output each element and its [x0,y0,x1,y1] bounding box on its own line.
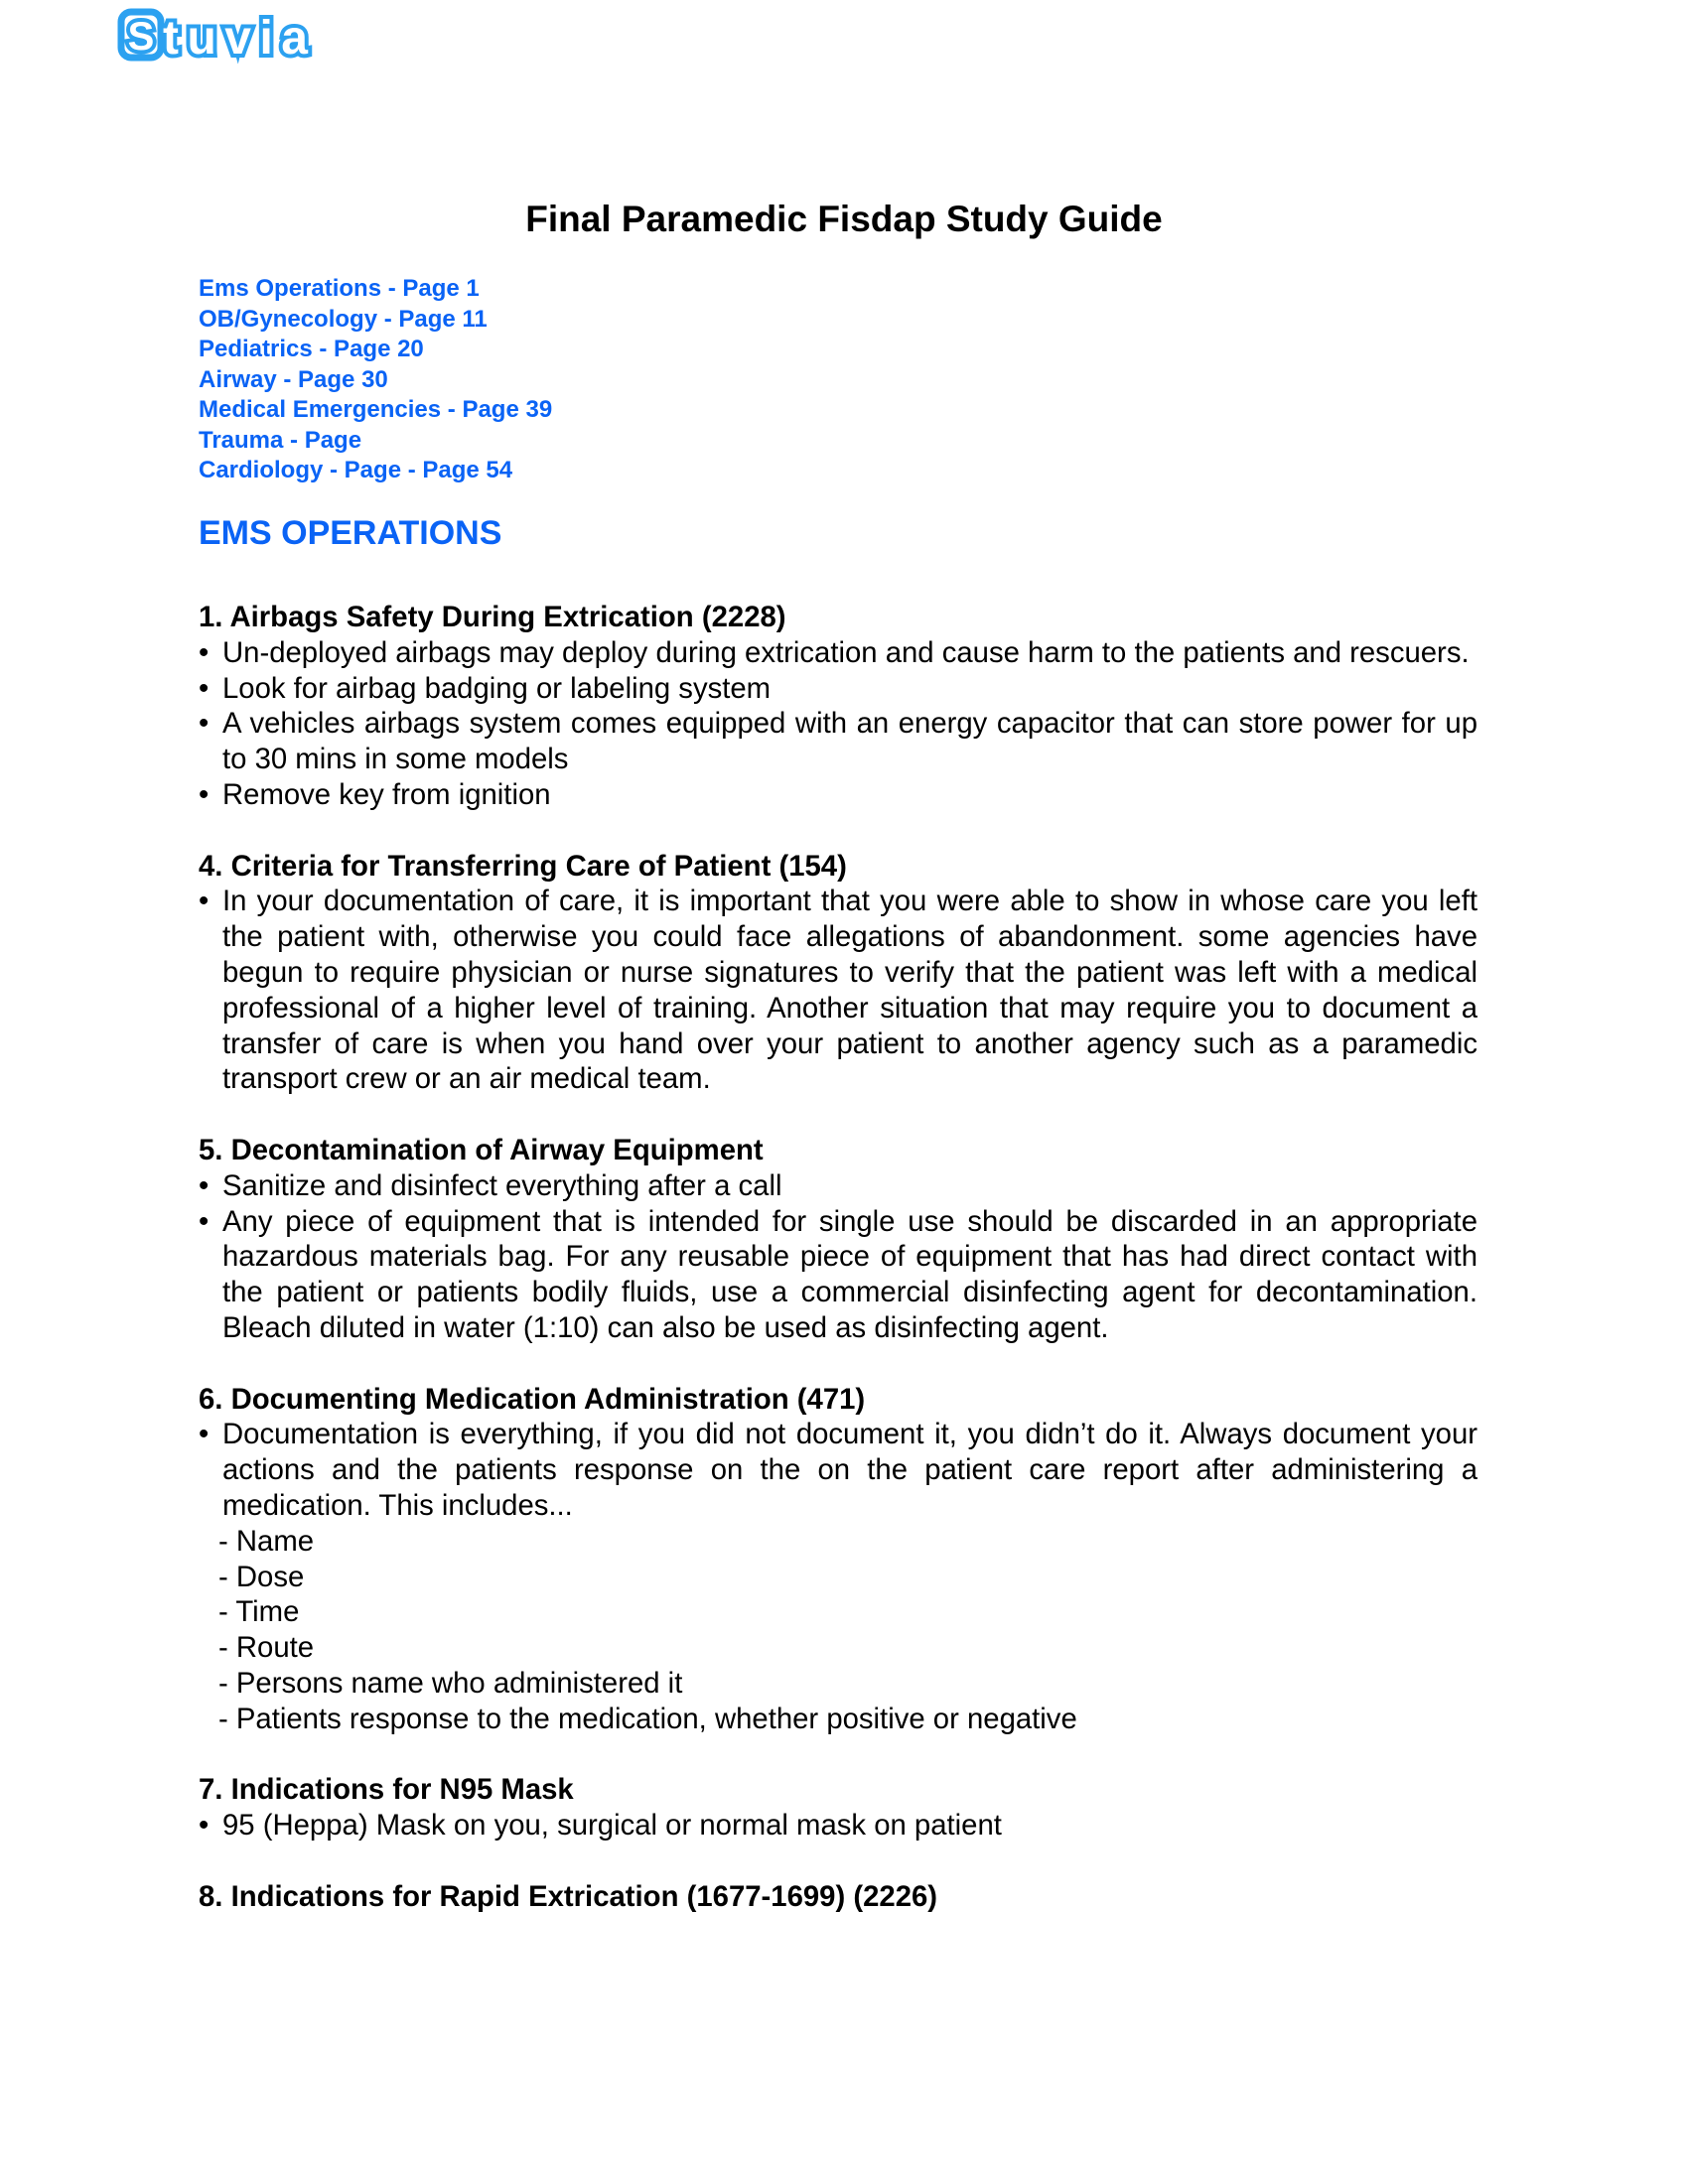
item-heading: 7. Indications for N95 Mask [199,1773,574,1807]
item-heading: 4. Criteria for Transferring Care of Patient (154) [199,849,847,883]
study-item [199,1133,1477,1346]
stuvia-logo-icon [117,4,316,66]
sub-item: - Dose [218,1560,305,1593]
sub-item: - Name [218,1524,315,1558]
study-item [199,1382,1477,1737]
bullet-point: • A vehicles airbags system comes equipped with an energy capacitor that can store power for up to 30 mins in some models [199,707,1477,776]
toc-link-ob-gynecology[interactable]: OB/Gynecology - Page 11 [199,305,488,333]
table-of-contents [199,274,552,486]
bullet-point: • Any piece of equipment that is intended for single use should be discarded in an appropriate hazardous materials bag. For any reusable piece of equipment that has had direct contact with the patient or patients bodily fluids, use a commercial disinfecting agent for decontamination. Bleach diluted in water (1:10) can also be used as disinfecting agent. [199,1204,1477,1344]
bullet-point: • Remove key from ignition [199,777,551,811]
bullet-icon: • [199,1168,210,1202]
study-item [199,1879,1477,1915]
bullet-icon: • [199,671,210,705]
bullet-point: • Un-deployed airbags may deploy during extrication and cause harm to the patients and rescuers. [199,635,1470,669]
section-heading: EMS OPERATIONS [199,514,502,552]
item-heading: 6. Documenting Medication Administration (471) [199,1382,866,1416]
svg-text:tuvia: tuvia [163,12,308,65]
bullet-icon: • [199,1418,210,1451]
bullet-icon: • [199,635,210,669]
toc-link-pediatrics[interactable]: Pediatrics - Page 20 [199,336,424,362]
bullet-point: • Sanitize and disinfect everything after a call [199,1168,782,1202]
toc-link-airway[interactable]: Airway - Page 30 [199,365,388,393]
study-item [199,600,1477,813]
item-heading: 1. Airbags Safety During Extrication (2228) [199,601,786,633]
sub-item: - Persons name who administered it [218,1666,683,1700]
svg-text:S: S [127,15,155,59]
bullet-point: • 95 (Heppa) Mask on you, surgical or normal mask on patient [199,1809,1002,1843]
bullet-point: • Documentation is everything, if you did not document it, you didn’t do it. Always document your actions and the patients response on the on the patient care report after administering a medication. This includes... [199,1418,1477,1522]
bullet-point: • In your documentation of care, it is important that you were able to show in whose care you left the patient with, otherwise you could face allegations of abandonment. some agencies have begun to require physician or nurse signatures to verify that the patient was left with a medical professional of a higher level of training. Another situation that may require you to document a transfer of care is when you hand over your patient to another agency such as a paramedic transport crew or an air medical team. [199,885,1477,1096]
study-item [199,1772,1477,1843]
stuvia-logo[interactable] [117,4,316,70]
sub-item: - Route [218,1631,315,1665]
toc-link-ems-operations[interactable]: Ems Operations - Page 1 [199,275,480,302]
bullet-icon: • [199,1809,210,1843]
item-heading: 5. Decontamination of Airway Equipment [199,1133,764,1166]
toc-link-cardiology[interactable]: Cardiology - Page - Page 54 [199,457,513,483]
document-title: Final Paramedic Fisdap Study Guide [525,199,1163,239]
sub-item: - Time [218,1595,300,1629]
bullet-icon: • [199,885,210,918]
toc-link-medical-emergencies[interactable]: Medical Emergencies - Page 39 [199,396,553,423]
bullet-icon: • [199,777,210,811]
bullet-icon: • [199,707,210,741]
document-body [199,600,1477,1950]
toc-link-trauma[interactable]: Trauma - Page [199,426,362,454]
item-heading: 8. Indications for Rapid Extrication (1677-1699) (2226) [199,1879,938,1913]
study-item [199,849,1477,1098]
bullet-point: • Look for airbag badging or labeling system [199,671,772,705]
bullet-icon: • [199,1204,210,1238]
sub-item: - Patients response to the medication, whether positive or negative [218,1702,1077,1735]
